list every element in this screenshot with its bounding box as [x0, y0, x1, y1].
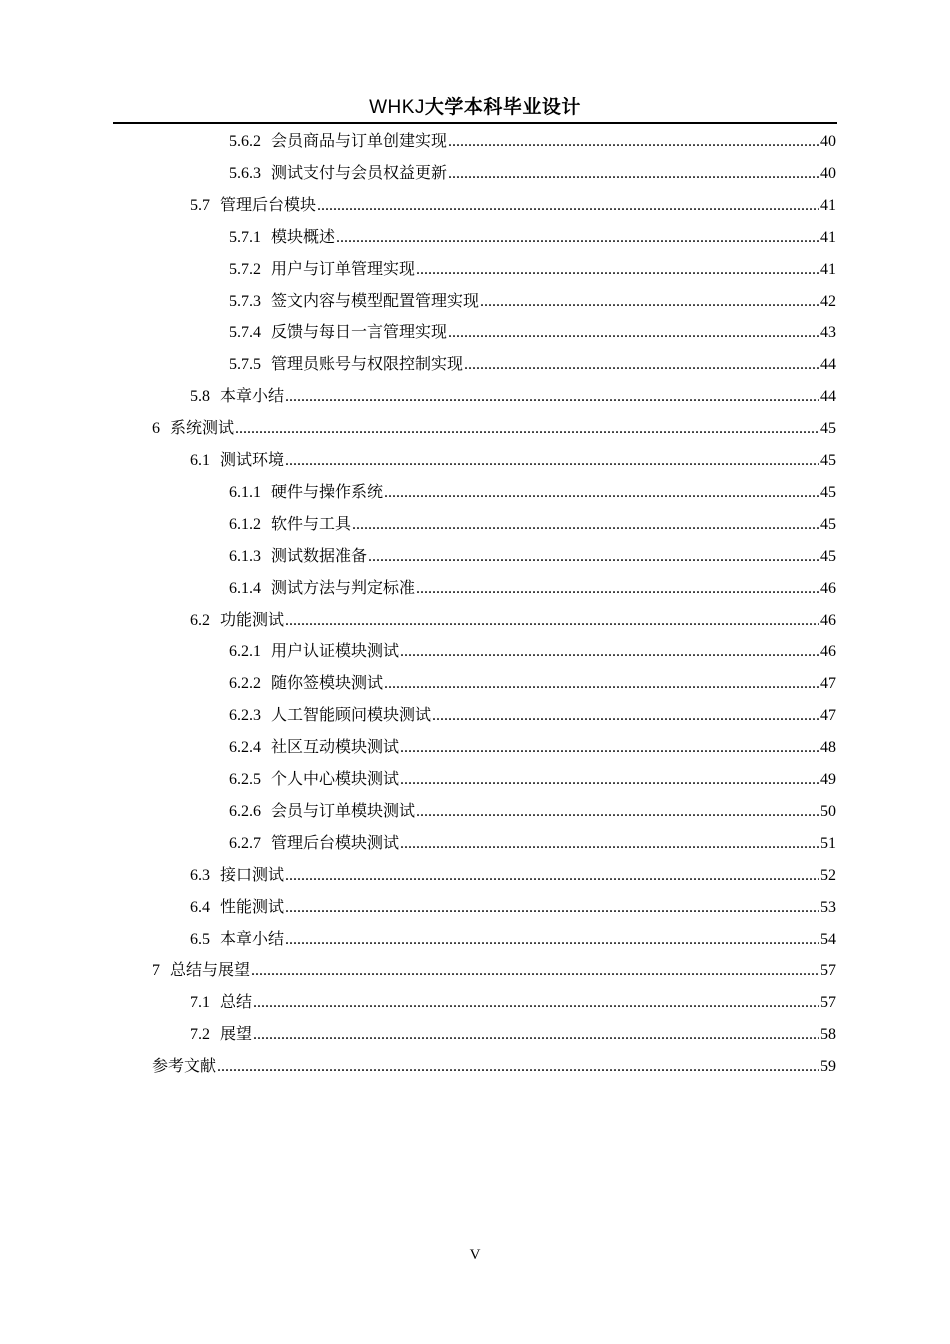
toc-entry[interactable] [190, 194, 836, 218]
toc-entry-page: 57 [820, 994, 836, 1012]
toc-dot-leader [400, 832, 819, 856]
toc-dot-leader [384, 481, 819, 505]
toc-entry-title: 总结与展望 [170, 962, 251, 980]
toc-entry-title: 总结 [220, 994, 253, 1012]
toc-entry-title: 功能测试 [220, 611, 285, 629]
toc-entry-number: 5.7.2 [229, 260, 261, 278]
toc-entry-number: 6.2.3 [229, 707, 261, 725]
toc-entry[interactable] [229, 258, 836, 282]
toc-entry-number: 6.2.2 [229, 675, 261, 693]
toc-entry-page: 44 [820, 356, 836, 374]
header-latin-text: WHKJ [369, 97, 425, 118]
toc-entry[interactable] [152, 417, 836, 441]
toc-entry[interactable] [190, 896, 836, 920]
toc-entry-number: 6.2 [190, 611, 210, 629]
toc-entry-title: 测试数据准备 [271, 547, 368, 565]
toc-dot-leader [400, 736, 819, 760]
toc-entry[interactable] [190, 991, 836, 1015]
toc-entry[interactable] [229, 353, 836, 377]
toc-entry-number: 6.1.1 [229, 483, 261, 501]
toc-entry-number: 6.1.2 [229, 515, 261, 533]
toc-entry-title: 会员与订单模块测试 [271, 802, 416, 820]
toc-entry[interactable] [229, 321, 836, 345]
toc-dot-leader [416, 258, 819, 282]
toc-entry-page: 45 [820, 547, 836, 565]
toc-entry[interactable] [152, 959, 836, 983]
toc-entry-page: 43 [820, 324, 836, 342]
toc-dot-leader [448, 321, 819, 345]
toc-entry-page: 46 [820, 643, 836, 661]
page-number: V [469, 1247, 481, 1263]
toc-entry-page: 42 [820, 292, 836, 310]
toc-entry-number: 6.2.1 [229, 643, 261, 661]
toc-entry-number: 6 [152, 420, 160, 438]
toc-dot-leader [253, 1023, 819, 1047]
toc-dot-leader [416, 800, 819, 824]
toc-entry[interactable] [190, 864, 836, 888]
toc-entry-title: 参考文献 [152, 1058, 217, 1076]
toc-entry[interactable] [229, 513, 836, 537]
toc-entry-title: 用户与订单管理实现 [271, 260, 416, 278]
toc-entry-page: 46 [820, 611, 836, 629]
toc-entry-page: 53 [820, 898, 836, 916]
toc-entry-page: 41 [820, 196, 836, 214]
toc-entry-page: 58 [820, 1026, 836, 1044]
toc-entry-number: 6.2.4 [229, 739, 261, 757]
toc-entry-title: 硬件与操作系统 [271, 483, 384, 501]
toc-entry-title: 反馈与每日一言管理实现 [271, 324, 448, 342]
toc-entry-title: 系统测试 [170, 420, 235, 438]
toc-entry[interactable] [229, 800, 836, 824]
toc-entry-title: 社区互动模块测试 [271, 739, 400, 757]
toc-entry-number: 5.6.3 [229, 164, 261, 182]
toc-entry-title: 测试方法与判定标准 [271, 579, 416, 597]
toc-entry-page: 41 [820, 260, 836, 278]
page-header [113, 92, 837, 122]
toc-entry-number: 5.8 [190, 388, 210, 406]
toc-dot-leader [235, 417, 819, 441]
toc-entry[interactable] [229, 290, 836, 314]
toc-entry-title: 接口测试 [220, 866, 285, 884]
toc-entry-page: 57 [820, 962, 836, 980]
toc-entry-title: 个人中心模块测试 [271, 771, 400, 788]
toc-dot-leader [285, 609, 819, 633]
toc-entry[interactable] [190, 609, 836, 633]
toc-entry-title: 管理后台模块 [220, 196, 317, 214]
toc-entry[interactable] [229, 832, 836, 856]
toc-dot-leader [400, 768, 819, 792]
toc-entry-number: 5.7.1 [229, 228, 261, 246]
toc-entry-number: 6.2.7 [229, 834, 261, 852]
toc-entry-number: 5.7.4 [229, 324, 261, 342]
toc-dot-leader [285, 449, 819, 473]
toc-entry-page: 52 [820, 866, 836, 884]
header-title: 大学本科毕业设计 [424, 96, 581, 118]
toc-entry-number: 6.2.5 [229, 771, 261, 788]
toc-entry-number: 5.7.3 [229, 292, 261, 310]
toc-dot-leader [317, 194, 819, 218]
toc-entry[interactable] [190, 449, 836, 473]
toc-dot-leader [464, 353, 819, 377]
toc-entry-number: 6.1.3 [229, 547, 261, 565]
toc-entry[interactable] [152, 1055, 836, 1079]
toc-entry-page: 45 [820, 483, 836, 501]
toc-entry-title: 随你签模块测试 [271, 675, 384, 693]
toc-dot-leader [217, 1055, 819, 1079]
toc-entry-number: 7 [152, 962, 160, 980]
toc-entry-page: 47 [820, 675, 836, 693]
toc-entry-number: 5.6.2 [229, 133, 261, 150]
toc-entry-title: 模块概述 [271, 228, 336, 246]
toc-entry-page: 45 [820, 515, 836, 533]
toc-entry-number: 6.3 [190, 866, 210, 884]
toc-entry-page: 45 [820, 452, 836, 469]
toc-dot-leader [285, 385, 819, 409]
toc-entry-number: 5.7.5 [229, 356, 261, 374]
toc-entry[interactable] [190, 385, 836, 409]
toc-entry[interactable] [190, 928, 836, 952]
toc-entry-title: 用户认证模块测试 [271, 643, 400, 661]
toc-entry-title: 本章小结 [220, 388, 285, 406]
toc-entry-title: 本章小结 [220, 930, 285, 948]
toc-entry[interactable] [229, 481, 836, 505]
toc-entry[interactable] [229, 545, 836, 569]
toc-entry-title: 签文内容与模型配置管理实现 [271, 292, 480, 310]
toc-entry[interactable] [229, 640, 836, 664]
toc-entry[interactable] [229, 577, 836, 601]
toc-entry-page: 45 [820, 420, 836, 438]
toc-entry-title: 展望 [220, 1026, 253, 1044]
toc-entry-title: 管理员账号与权限控制实现 [271, 356, 464, 374]
toc-entry[interactable] [229, 672, 836, 696]
toc-dot-leader [400, 640, 819, 664]
toc-dot-leader [251, 959, 819, 983]
toc-dot-leader [416, 577, 819, 601]
toc-dot-leader [336, 226, 819, 250]
toc-dot-leader [285, 864, 819, 888]
toc-entry-page: 48 [820, 739, 836, 757]
toc-entry-title: 测试环境 [220, 452, 285, 469]
toc-entry-number: 6.5 [190, 930, 210, 948]
toc-entry-page: 44 [820, 388, 836, 406]
toc-entry-page: 54 [820, 930, 836, 948]
toc-dot-leader [480, 290, 819, 314]
toc-entry-page: 46 [820, 579, 836, 597]
toc-entry-number: 6.4 [190, 898, 210, 916]
toc-entry-title: 会员商品与订单创建实现 [271, 133, 448, 150]
toc-entry[interactable] [229, 226, 836, 250]
toc-dot-leader [352, 513, 819, 537]
toc-entry-page: 51 [820, 834, 836, 852]
toc-entry-number: 7.2 [190, 1026, 210, 1044]
toc-entry-number: 6.1.4 [229, 579, 261, 597]
toc-entry-page: 50 [820, 802, 836, 820]
toc-entry-page: 47 [820, 707, 836, 725]
toc-entry[interactable] [229, 704, 836, 728]
toc-dot-leader [384, 672, 819, 696]
toc-entry-title: 软件与工具 [271, 515, 352, 533]
toc-entry-page: 41 [820, 228, 836, 246]
toc-entry-page: 49 [820, 771, 836, 788]
toc-entry[interactable] [229, 736, 836, 760]
toc-entry-page: 40 [820, 164, 836, 182]
page-footer [0, 1245, 950, 1265]
toc-dot-leader [285, 896, 819, 920]
toc-entry[interactable] [229, 130, 836, 154]
toc-entry-title: 人工智能顾问模块测试 [271, 707, 432, 725]
toc-entry-number: 5.7 [190, 196, 210, 214]
toc-dot-leader [285, 928, 819, 952]
toc-entry[interactable] [229, 768, 836, 792]
toc-entry-number: 6.2.6 [229, 802, 261, 820]
toc-dot-leader [253, 991, 819, 1015]
toc-dot-leader [368, 545, 819, 569]
toc-entry-number: 7.1 [190, 994, 210, 1012]
toc-entry-page: 40 [820, 133, 836, 150]
toc-entry[interactable] [190, 1023, 836, 1047]
toc-dot-leader [432, 704, 819, 728]
toc-entry-title: 管理后台模块测试 [271, 834, 400, 852]
toc-entry-title: 测试支付与会员权益更新 [271, 164, 448, 182]
toc-entry-page: 59 [820, 1058, 836, 1076]
toc-entry[interactable] [229, 162, 836, 186]
toc-entry-number: 6.1 [190, 452, 210, 469]
toc-dot-leader [448, 130, 819, 154]
toc-dot-leader [448, 162, 819, 186]
header-rule [113, 122, 837, 124]
toc-entry-title: 性能测试 [220, 898, 285, 916]
